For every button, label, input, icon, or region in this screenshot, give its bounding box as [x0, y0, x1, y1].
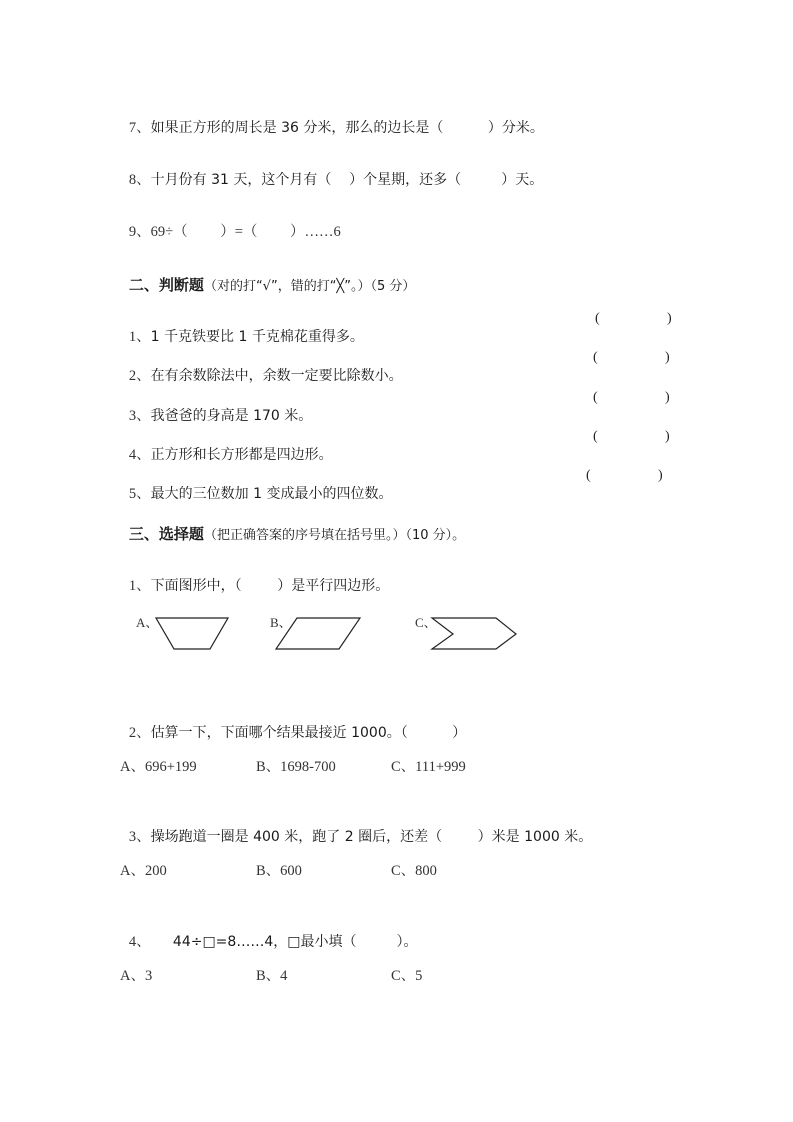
chevron-shape — [432, 618, 516, 649]
item-text: 正方形和长方形都是四边形。 — [150, 447, 333, 463]
answer-paren-close: ) — [665, 390, 670, 405]
section-number: 二、 — [128, 276, 159, 294]
section-note: （把正确答案的序号填在括号里。）（10 分）。 — [203, 528, 466, 543]
item-number: 2、 — [128, 725, 151, 741]
item-number: 8、 — [128, 172, 151, 188]
item-text: 44÷□=8……4，□最小填（ ）。 — [150, 934, 418, 950]
item-text: 如果正方形的周长是 36 分米，那么的边长是（ ）分米。 — [150, 120, 544, 136]
option-a: A、696+199 — [120, 759, 197, 775]
answer-paren-close: ) — [665, 350, 670, 365]
section-note: （对的打“√”，错的打“╳”。）（5 分） — [203, 279, 416, 294]
choice-question-4 — [120, 915, 418, 951]
item-number: 3、 — [128, 829, 151, 845]
shape-label-c: C、 — [415, 615, 437, 630]
item-text: 1 千克铁要比 1 千克棉花重得多。 — [150, 329, 364, 345]
option-b: B、4 — [256, 968, 288, 984]
option-c: C、5 — [391, 968, 423, 984]
item-number: 4、 — [128, 447, 151, 463]
section-title: 判断题 — [158, 276, 204, 294]
item-text: 69÷（ ）=（ ）……6 — [150, 224, 341, 240]
item-text: 我爸爸的身高是 170 米。 — [150, 408, 313, 424]
choice-question-3 — [120, 810, 592, 846]
item-text: 十月份有 31 天，这个月有（ ）个星期，还多（ ）天。 — [150, 172, 544, 188]
item-number: 9、 — [128, 224, 151, 240]
answer-paren-open: ( — [595, 311, 600, 326]
trapezoid-shape — [156, 618, 228, 649]
answer-paren-open: ( — [593, 429, 598, 444]
answer-paren-close: ) — [665, 429, 670, 444]
option-b: B、1698-700 — [256, 759, 336, 775]
item-number: 4、 — [128, 934, 151, 950]
item-number: 1、 — [128, 578, 151, 594]
item-text: 估算一下，下面哪个结果最接近 1000。（ ） — [150, 725, 467, 741]
option-a: A、3 — [120, 968, 153, 984]
item-number: 7、 — [128, 120, 151, 136]
shape-label-b: B、 — [270, 615, 292, 630]
section-title: 选择题 — [158, 525, 204, 543]
answer-paren-close: ) — [667, 311, 672, 326]
option-c: C、111+999 — [391, 759, 466, 775]
option-c: C、800 — [391, 863, 437, 879]
item-number: 1、 — [128, 329, 151, 345]
parallelogram-shape — [276, 618, 360, 649]
answer-paren-close: ) — [658, 468, 663, 483]
item-number: 2、 — [128, 368, 151, 384]
item-text: 操场跑道一圈是 400 米，跑了 2 圈后，还差（ ）米是 1000 米。 — [150, 829, 593, 845]
answer-paren-open: ( — [593, 350, 598, 365]
item-text: 下面图形中，（ ）是平行四边形。 — [150, 578, 390, 594]
item-text: 在有余数除法中，余数一定要比除数小。 — [150, 368, 403, 384]
section-number: 三、 — [128, 525, 159, 543]
answer-paren-open: ( — [593, 390, 598, 405]
answer-paren-open: ( — [586, 468, 591, 483]
option-a: A、200 — [120, 863, 167, 879]
item-number: 3、 — [128, 408, 151, 424]
shape-label-a: A、 — [136, 615, 159, 630]
item-number: 5、 — [128, 486, 151, 502]
option-b: B、600 — [256, 863, 302, 879]
item-text: 最大的三位数加 1 变成最小的四位数。 — [150, 486, 393, 502]
choice-question-2 — [120, 706, 466, 742]
